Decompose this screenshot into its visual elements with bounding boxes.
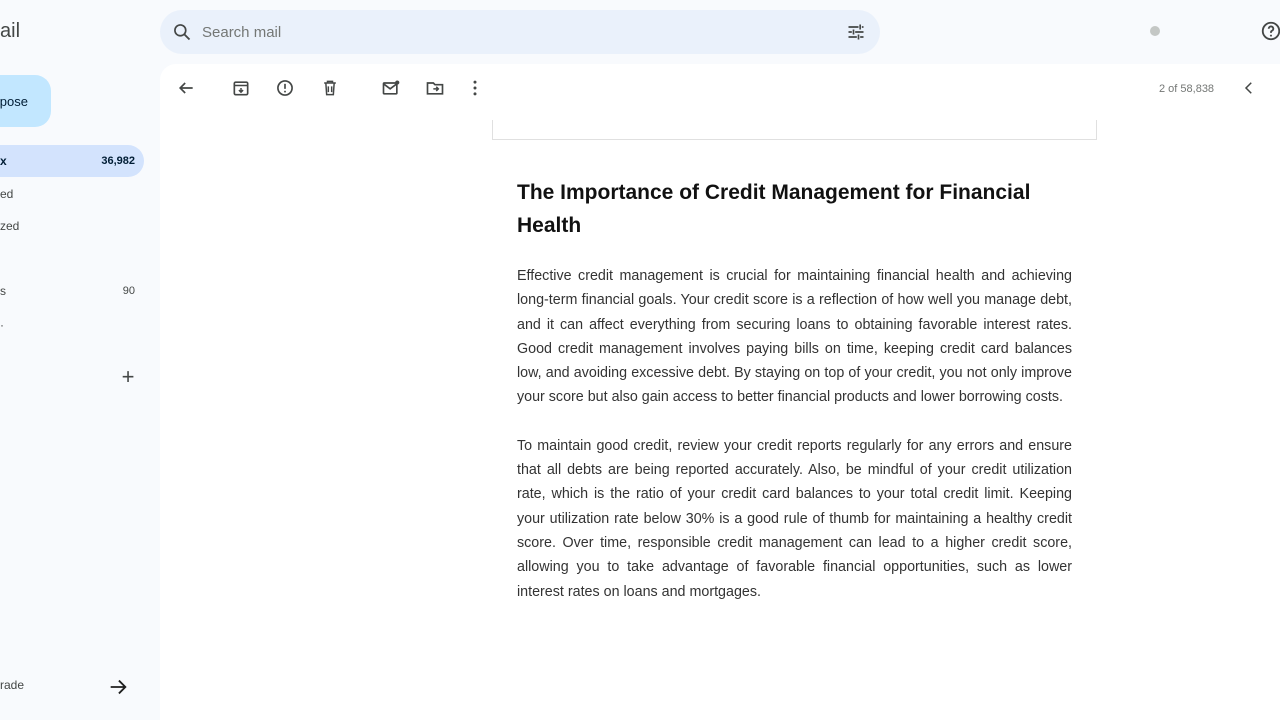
sidebar [0,0,158,720]
arrow-left-icon[interactable] [176,78,196,98]
status-indicator[interactable] [1150,26,1160,36]
chevron-left-icon[interactable] [1240,79,1258,97]
sidebar-item-label: s [0,284,6,298]
reading-pane [160,64,1280,720]
email-paragraph: Effective credit management is crucial for maintaining financial health and achieving long-term financial goals. Your credit score is a reflection of how well you manage debt, and it can affect everything from securing loans to obtaining favorable interest rates. Good credit management involves paying bills on time, keeping credit card balances low, and avoiding excessive debt. By staying on top of your credit, you not only improve your score but also gain access to better financial products and lower borrowing costs. [517,268,1072,406]
sidebar-item-label: x [0,154,7,168]
app-logo-text: ail [0,20,21,42]
email-paragraph: To maintain good credit, review your credit reports regularly for any errors and ensure that all debts are being reported accurately. Also, be mindful of your credit utilization rate, which is the ratio of your credit card balances to your total credit limit. Keeping your utilization rate below 30% is a good rule of thumb for maintaining a healthy credit score. Over time, responsible credit management can lead to a higher credit score, allowing you to take advantage of favorable financial opportunities, such as lower interest rates on loans and mortgages. [517,437,1072,600]
email-content-frame [492,120,1097,140]
email-body [517,176,1072,628]
sidebar-item-inbox[interactable] [0,145,144,177]
sidebar-item-label: zed [0,219,20,233]
move-to-folder-icon[interactable] [425,78,445,98]
add-label-icon[interactable]: + [121,364,135,389]
sidebar-item-label: ed [0,187,14,201]
help-icon[interactable] [1260,20,1280,42]
sidebar-item-starred[interactable] [0,178,144,210]
sidebar-item-drafts[interactable] [0,275,144,307]
search-bar [160,10,880,54]
trash-icon[interactable] [320,78,340,98]
email-title: The Importance of Credit Management for Financial Health [517,181,1031,237]
mark-unread-icon[interactable] [381,78,401,98]
compose-button[interactable]: pose [0,75,51,127]
sidebar-item-count: 90 [122,285,135,297]
report-spam-icon[interactable] [275,78,295,98]
arrow-right-icon[interactable] [107,676,129,698]
sidebar-item-count: 36,982 [101,155,135,167]
search-input[interactable] [202,20,802,44]
more-vert-icon[interactable] [465,78,485,98]
sidebar-item-more[interactable] [0,309,144,341]
archive-icon[interactable] [231,78,251,98]
search-icon[interactable] [172,22,192,42]
sidebar-item-label: · [0,318,4,332]
tune-icon[interactable] [846,22,866,42]
pagination-text: 2 of 58,838 [1159,83,1215,95]
sidebar-item-snoozed[interactable] [0,210,144,242]
upgrade-label[interactable]: rade [0,678,25,692]
